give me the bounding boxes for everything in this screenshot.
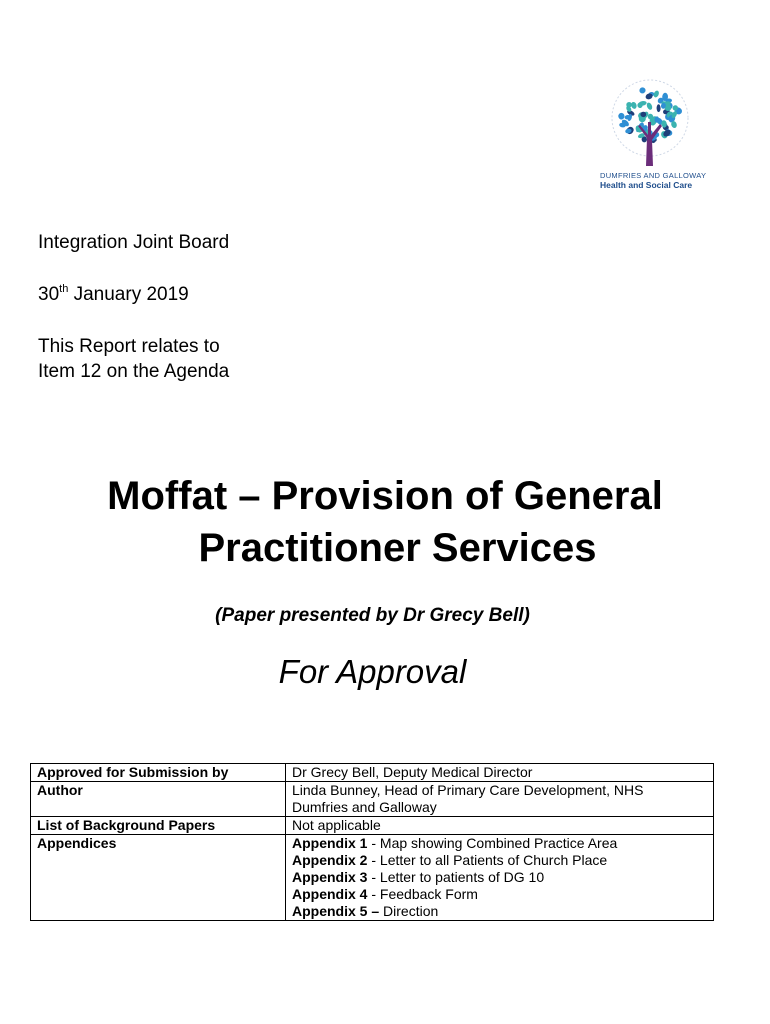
appendix-label: Appendix 4 — [292, 886, 368, 902]
appendix-label: Appendix 2 — [292, 852, 368, 868]
presented-by: (Paper presented by Dr Grecy Bell) — [215, 605, 530, 626]
appendix-item — [292, 852, 707, 869]
meeting-date — [38, 284, 189, 306]
agenda-reference-line1: This Report relates to — [38, 336, 220, 357]
appendix-item — [292, 869, 707, 886]
table-row-author — [31, 782, 714, 817]
logo-org-line2: Health and Social Care — [600, 180, 693, 190]
leaf-icon — [657, 104, 661, 112]
approved-label: Approved for Submission by — [31, 764, 286, 782]
leaf-icon — [626, 102, 632, 107]
appendix-description: Letter to patients of DG 10 — [379, 869, 545, 885]
background-label: List of Background Papers — [31, 817, 286, 835]
appendix-item — [292, 886, 707, 903]
table-row-appendices — [31, 835, 714, 921]
appendix-separator: - — [367, 852, 380, 868]
date-day: 30 — [38, 284, 60, 305]
leaf-icon — [618, 113, 625, 120]
report-metadata-table — [30, 763, 714, 921]
approval-status: For Approval — [278, 653, 467, 690]
tree-logo-icon — [590, 78, 710, 174]
agenda-reference — [38, 334, 229, 384]
appendices-value — [286, 835, 714, 921]
report-title-line2: Practitioner Services — [198, 526, 597, 570]
agenda-reference-line2: Item 12 on the Agenda — [38, 361, 230, 382]
appendix-label: Appendix 3 — [292, 869, 368, 885]
board-name: Integration Joint Board — [38, 232, 230, 253]
appendix-separator: - — [367, 886, 380, 902]
leaf-icon — [646, 102, 654, 111]
date-suffix: th — [59, 283, 69, 295]
date-rest: January 2019 — [68, 284, 189, 305]
background-value: Not applicable — [286, 817, 714, 835]
report-title — [0, 470, 770, 574]
leaf-icon — [638, 86, 646, 94]
appendices-label: Appendices — [31, 835, 286, 921]
appendix-description: Direction — [383, 903, 439, 919]
appendix-description: Map showing Combined Practice Area — [379, 835, 618, 851]
author-value — [286, 782, 714, 817]
table-row-approved — [31, 764, 714, 782]
author-label: Author — [31, 782, 286, 817]
author-value-line1: Linda Bunney, Head of Primary Care Development, NHS — [292, 782, 644, 798]
report-title-line1: Moffat – Provision of General — [107, 474, 663, 518]
appendix-label: Appendix 5 – — [292, 903, 380, 919]
appendix-separator: - — [367, 869, 380, 885]
tree-trunk — [638, 122, 662, 166]
table-row-background — [31, 817, 714, 835]
appendix-item — [292, 903, 707, 920]
appendix-item — [292, 835, 707, 852]
appendix-description: Letter to all Patients of Church Place — [379, 852, 608, 868]
logo-org-line1: DUMFRIES AND GALLOWAY — [600, 171, 707, 180]
appendix-separator: - — [367, 835, 380, 851]
approved-value: Dr Grecy Bell, Deputy Medical Director — [286, 764, 714, 782]
author-value-line2: Dumfries and Galloway — [292, 799, 437, 815]
appendix-label: Appendix 1 — [292, 835, 368, 851]
appendix-description: Feedback Form — [379, 886, 478, 902]
